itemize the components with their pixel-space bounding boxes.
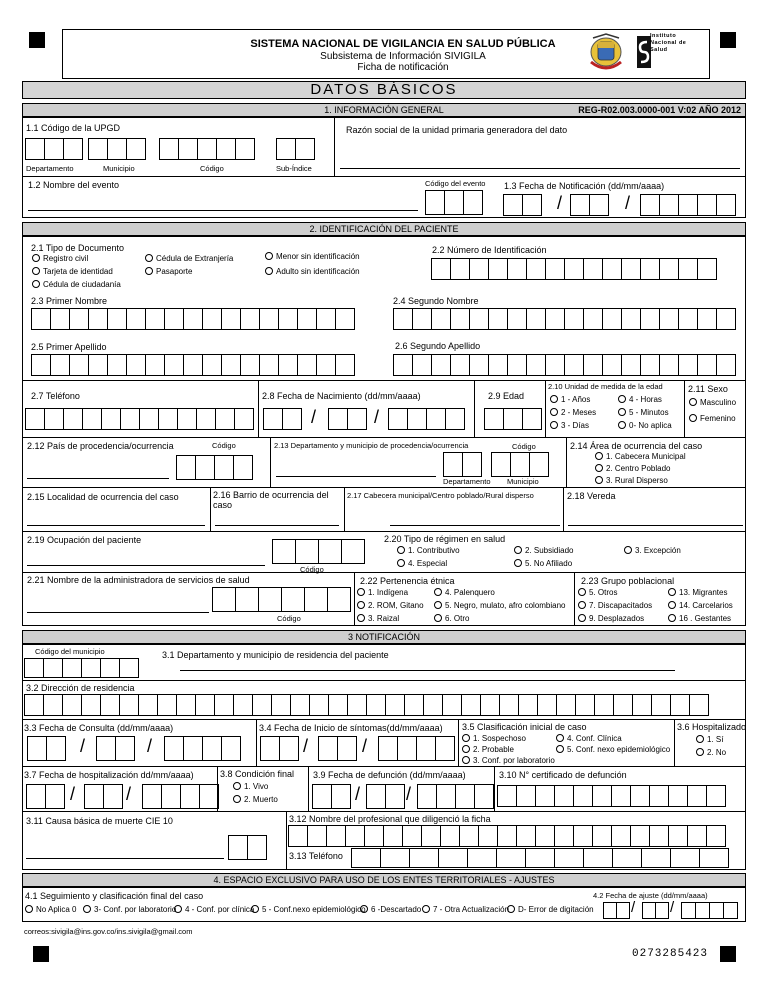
divider xyxy=(22,572,746,573)
doc-pasaporte[interactable] xyxy=(145,267,192,276)
razon-social-label: Razón social de la unidad primaria generadora del dato xyxy=(346,125,568,135)
hosp-si[interactable] xyxy=(696,735,723,744)
segundo-nombre-cells[interactable] xyxy=(393,308,736,330)
fecha-notificacion-label: 1.3 Fecha de Notificación (dd/mm/aaaa) xyxy=(504,181,665,191)
fecha-nacimiento-label: 2.8 Fecha de Nacimiento (dd/mm/aaaa) xyxy=(262,391,421,401)
divider xyxy=(210,487,211,531)
option-label: 5 - Conf.nexo epidemiológico xyxy=(262,905,366,914)
unidad-anos[interactable] xyxy=(550,395,590,404)
doc-registro-civil[interactable] xyxy=(32,254,88,263)
divider xyxy=(22,680,746,681)
etnica-palenquero[interactable] xyxy=(434,588,495,597)
section-1-bar xyxy=(22,103,746,117)
system-title: SISTEMA NACIONAL DE VIGILANCIA EN SALUD PÚBLICA xyxy=(250,38,556,50)
nac-month-cells[interactable] xyxy=(328,408,367,430)
option-label: 5 - Minutos xyxy=(629,408,669,417)
primer-nombre-label: 2.3 Primer Nombre xyxy=(31,296,108,306)
institute-line: Instituto xyxy=(650,33,677,39)
divider xyxy=(270,437,271,487)
telefono-label: 2.7 Teléfono xyxy=(31,391,80,401)
date-slash: / xyxy=(70,784,76,804)
upgd-subindex-cells[interactable] xyxy=(276,138,315,160)
mun-cells[interactable] xyxy=(491,452,549,477)
option-label: 9. Desplazados xyxy=(589,614,645,623)
certificado-label: 3.10 N° certificado de defunción xyxy=(499,770,627,780)
depto-residencia-label: 3.1 Departamento y municipio de residencia del paciente xyxy=(162,650,389,660)
sexo-masculino[interactable] xyxy=(689,398,736,407)
section-2-frame xyxy=(22,236,746,626)
administradora-label: 2.21 Nombre de la administradora de servicios de salud xyxy=(27,575,250,585)
ajuste-otra-actualizacion[interactable] xyxy=(422,905,509,914)
primer-apellido-label: 2.5 Primer Apellido xyxy=(31,342,107,352)
ajuste-conf-lab[interactable] xyxy=(83,905,176,914)
ocupacion-code-caption: Código xyxy=(300,565,324,574)
administradora-code-caption: Código xyxy=(277,614,301,623)
grupo-discapacitados[interactable] xyxy=(578,601,652,610)
num-id-cells[interactable] xyxy=(431,258,717,280)
option-label: Tarjeta de identidad xyxy=(43,267,113,276)
causa-label: 3.11 Causa básica de muerte CIE 10 xyxy=(26,816,173,826)
option-label: 7 - Otra Actualización xyxy=(433,905,510,914)
doc-cedula-ciudadania[interactable] xyxy=(32,280,121,289)
hosp-day-cells[interactable] xyxy=(26,784,65,809)
cabecera-label: 2.17 Cabecera municipal/Centro poblado/Rural disperso xyxy=(347,491,534,500)
administradora-code-cells[interactable] xyxy=(212,587,351,612)
divider xyxy=(474,380,475,437)
option-label: 3- Conf. por laboratorio xyxy=(94,905,177,914)
def-year-cells[interactable] xyxy=(417,784,494,809)
option-label: D- Error de digitación xyxy=(518,905,594,914)
primer-apellido-cells[interactable] xyxy=(31,354,355,376)
cond-vivo[interactable] xyxy=(233,782,268,791)
section-4-bar: 4. ESPACIO EXCLUSIVO PARA USO DE LOS ENTES TERRITORIALES - AJUSTES xyxy=(22,873,746,887)
ajuste-conf-clinica[interactable] xyxy=(174,905,254,914)
date-slash: / xyxy=(355,784,361,804)
doc-tarjeta-identidad[interactable] xyxy=(32,267,113,276)
etnica-rom[interactable] xyxy=(357,601,424,610)
vereda-label: 2.18 Vereda xyxy=(567,491,616,501)
mun-caption: Municipio xyxy=(507,477,539,486)
ocupacion-code-cells[interactable] xyxy=(272,539,365,564)
edad-cells[interactable] xyxy=(484,408,542,430)
option-label: 3. Excepción xyxy=(635,546,681,555)
cod-mun-caption: Código del municipio xyxy=(35,647,105,656)
option-label: 4 - Horas xyxy=(629,395,662,404)
grupo-label: 2.23 Grupo poblacional xyxy=(581,576,675,586)
inicio-year-cells[interactable] xyxy=(378,736,455,761)
ajuste-descartado[interactable] xyxy=(360,905,421,914)
primer-nombre-cells[interactable] xyxy=(31,308,355,330)
hosp-year-cells[interactable] xyxy=(142,784,219,809)
option-label: Menor sin identificación xyxy=(276,252,360,261)
divider xyxy=(684,380,685,437)
date-slash: / xyxy=(147,736,153,756)
ajuste-day-cells[interactable] xyxy=(603,902,630,919)
divider xyxy=(22,811,746,812)
ajuste-month-cells[interactable] xyxy=(642,902,669,919)
condicion-label: 3.8 Condición final xyxy=(220,769,295,779)
date-slash: / xyxy=(670,899,675,916)
notif-month-cells[interactable] xyxy=(570,194,609,216)
date-slash: / xyxy=(80,736,86,756)
institute-line: Salud xyxy=(650,47,668,53)
fecha-consulta-label: 3.3 Fecha de Consulta (dd/mm/aaaa) xyxy=(24,723,174,733)
ajuste-year-cells[interactable] xyxy=(681,902,738,919)
option-label: Femenino xyxy=(700,414,736,423)
area-rural[interactable] xyxy=(595,476,668,485)
depto-residencia-field[interactable] xyxy=(180,670,675,671)
consulta-year-cells[interactable] xyxy=(164,736,241,761)
divider xyxy=(22,487,746,488)
unidad-no-aplica[interactable] xyxy=(618,421,672,430)
form-header xyxy=(62,29,710,79)
barrio-field[interactable] xyxy=(215,525,339,526)
option-label: 13. Migrantes xyxy=(679,588,728,597)
option-label: 3. Conf. por laboratorio xyxy=(473,756,555,765)
registration-mark xyxy=(33,946,49,962)
divider xyxy=(22,719,746,720)
option-label: 4 - Conf. por clínica xyxy=(185,905,255,914)
regimen-subsidiado[interactable] xyxy=(514,546,573,555)
ocupacion-label: 2.19 Ocupación del paciente xyxy=(27,535,142,545)
section-2-bar: 2. IDENTIFICACIÓN DEL PACIENTE xyxy=(22,222,746,236)
regimen-contributivo[interactable] xyxy=(397,546,460,555)
area-cabecera[interactable] xyxy=(595,452,686,461)
divider xyxy=(22,437,746,438)
hosp-month-cells[interactable] xyxy=(84,784,123,809)
date-slash: / xyxy=(362,736,368,756)
etnica-raizal[interactable] xyxy=(357,614,399,623)
profesional-cells[interactable] xyxy=(288,825,726,847)
divider xyxy=(22,766,746,767)
sexo-label: 2.11 Sexo xyxy=(688,384,728,394)
option-label: Masculino xyxy=(700,398,737,407)
divider xyxy=(22,380,746,381)
divider xyxy=(22,531,746,532)
option-label: 6. Otro xyxy=(445,614,470,623)
depto-mun-field[interactable] xyxy=(276,476,436,477)
option-label: 2. Subsidiado xyxy=(525,546,574,555)
registration-mark xyxy=(29,32,45,48)
option-label: 7. Discapacitados xyxy=(589,601,653,610)
segundo-apellido-label: 2.6 Segundo Apellido xyxy=(395,341,481,351)
institute-name xyxy=(650,33,710,54)
segundo-nombre-label: 2.4 Segundo Nombre xyxy=(393,296,479,306)
code-caption: Código xyxy=(200,164,224,173)
divider xyxy=(458,719,459,766)
grupo-desplazados[interactable] xyxy=(578,614,644,623)
direccion-cells[interactable] xyxy=(24,694,709,716)
option-label: Registro civil xyxy=(43,254,89,263)
registration-mark xyxy=(720,32,736,48)
fecha-hosp-label: 3.7 Fecha de hospitalización dd/mm/aaaa) xyxy=(24,770,194,780)
inicio-month-cells[interactable] xyxy=(318,736,357,761)
unidad-meses[interactable] xyxy=(550,408,596,417)
date-slash: / xyxy=(625,193,631,213)
ajuste-conf-nexo[interactable] xyxy=(251,905,366,914)
doc-adulto[interactable] xyxy=(265,267,360,276)
etnica-label: 2.22 Pertenencia étnica xyxy=(360,576,455,586)
pais-label: 2.12 País de procedencia/ocurrencia xyxy=(27,441,174,451)
clasif-probable[interactable] xyxy=(462,745,514,754)
unidad-minutos[interactable] xyxy=(618,408,669,417)
upgd-dept-cells[interactable] xyxy=(25,138,83,160)
upgd-mun-cells[interactable] xyxy=(88,138,146,160)
option-label: 1. Cabecera Municipal xyxy=(606,452,686,461)
etnica-negro[interactable] xyxy=(434,601,566,610)
option-label: 5. Negro, mulato, afro colombiano xyxy=(445,601,566,610)
pais-code-caption: Código xyxy=(212,441,236,450)
grupo-migrantes[interactable] xyxy=(668,588,727,597)
option-label: 16 . Gestantes xyxy=(679,614,732,623)
section-3-bar: 3 NOTIFICACIÓN xyxy=(22,630,746,644)
consulta-month-cells[interactable] xyxy=(96,736,135,761)
depto-cells[interactable] xyxy=(443,452,482,477)
dept-caption: Departamento xyxy=(26,164,74,173)
segundo-apellido-cells[interactable] xyxy=(393,354,736,376)
profesional-label: 3.12 Nombre del profesional que diligenció la ficha xyxy=(289,814,491,824)
cond-muerto[interactable] xyxy=(233,795,278,804)
def-day-cells[interactable] xyxy=(312,784,351,809)
divider xyxy=(566,437,567,487)
notif-year-cells[interactable] xyxy=(640,194,736,216)
nac-year-cells[interactable] xyxy=(388,408,465,430)
banner-datos-basicos: DATOS BÁSICOS xyxy=(22,81,746,99)
divider xyxy=(286,811,287,870)
telefono-profesional-label: 3.13 Teléfono xyxy=(289,851,343,861)
option-label: No Aplica 0 xyxy=(36,905,77,914)
hosp-no[interactable] xyxy=(696,748,726,757)
option-label: 2 - Meses xyxy=(561,408,597,417)
option-label: 4. Conf. Clínica xyxy=(567,734,622,743)
regimen-excepcion[interactable] xyxy=(624,546,681,555)
area-centro-poblado[interactable] xyxy=(595,464,671,473)
option-label: Pasaporte xyxy=(156,267,193,276)
notif-day-cells[interactable] xyxy=(503,194,542,216)
option-label: 1 - Años xyxy=(561,395,591,404)
divider xyxy=(545,380,546,437)
upgd-label: 1.1 Código de la UPGD xyxy=(26,123,121,133)
pais-field[interactable] xyxy=(27,478,169,479)
seguimiento-label: 4.1 Seguimiento y clasificación final del caso xyxy=(25,891,204,901)
grupo-gestantes[interactable] xyxy=(668,614,731,623)
ajuste-error-digitacion[interactable] xyxy=(507,905,594,914)
etnica-otro[interactable] xyxy=(434,614,469,623)
divider xyxy=(563,487,564,531)
institute-line: Nacional de xyxy=(650,40,687,46)
option-label: Cédula de Extranjería xyxy=(156,254,234,263)
consulta-day-cells[interactable] xyxy=(27,736,66,761)
date-slash: / xyxy=(557,193,563,213)
reg-code: REG-R02.003.0000-001 V:02 AÑO 2012 xyxy=(578,105,741,115)
option-label: 0- No aplica xyxy=(629,421,672,430)
clasif-conf-nexo[interactable] xyxy=(556,745,670,754)
option-label: 1. Sospechoso xyxy=(473,734,526,743)
option-label: 6 -Descartado xyxy=(371,905,422,914)
vereda-field[interactable] xyxy=(568,525,743,526)
divider xyxy=(334,117,335,176)
def-month-cells[interactable] xyxy=(366,784,405,809)
grupo-carcelarios[interactable] xyxy=(668,601,733,610)
res-mun-cells[interactable] xyxy=(24,658,139,678)
razon-social-field[interactable] xyxy=(340,168,740,169)
option-label: 1. Indígena xyxy=(368,588,409,597)
option-label: 14. Carcelarios xyxy=(679,601,733,610)
upgd-code-cells[interactable] xyxy=(159,138,255,160)
form-name: Ficha de notificación xyxy=(357,62,449,73)
fecha-ajuste-label: 4.2 Fecha de ajuste (dd/mm/aaaa) xyxy=(593,891,708,900)
causa-field[interactable] xyxy=(26,858,224,859)
date-slash: / xyxy=(631,899,636,916)
localidad-field[interactable] xyxy=(27,525,205,526)
doc-cedula-extranjeria[interactable] xyxy=(145,254,233,263)
date-slash: / xyxy=(374,407,380,427)
registration-mark xyxy=(720,946,736,962)
direccion-label: 3.2 Dirección de residencia xyxy=(26,683,135,693)
telefono-cells[interactable] xyxy=(25,408,254,430)
grupo-otros[interactable] xyxy=(578,588,617,597)
option-label: 2. Muerto xyxy=(244,795,278,804)
inicio-sintomas-label: 3.4 Fecha de Inicio de síntomas(dd/mm/aaaa) xyxy=(259,723,443,733)
clasificacion-label: 3.5 Clasificación inicial de caso xyxy=(462,722,587,732)
evento-code-cells[interactable] xyxy=(425,190,483,215)
evento-field[interactable] xyxy=(28,210,418,211)
tipo-doc-label: 2.1 Tipo de Documento xyxy=(31,243,125,253)
section-1-title: 1. INFORMACIÓN GENERAL xyxy=(324,105,444,115)
divider xyxy=(258,380,259,437)
barrio-label: 2.16 Barrio de ocurrencia del caso xyxy=(213,490,329,510)
divider xyxy=(674,719,675,766)
ocupacion-field[interactable] xyxy=(27,565,265,566)
regimen-label: 2.20 Tipo de régimen en salud xyxy=(384,534,506,544)
date-slash: / xyxy=(311,407,317,427)
unidad-horas[interactable] xyxy=(618,395,662,404)
ajuste-no-aplica[interactable] xyxy=(25,905,76,914)
unidad-dias[interactable] xyxy=(550,421,589,430)
sexo-femenino[interactable] xyxy=(689,414,736,423)
regimen-no-afiliado[interactable] xyxy=(514,559,572,568)
option-label: Cédula de ciudadanía xyxy=(43,280,121,289)
option-label: 2. Probable xyxy=(473,745,514,754)
option-label: Adulto sin identificación xyxy=(276,267,360,276)
divider xyxy=(308,766,309,811)
date-slash: / xyxy=(126,784,132,804)
option-label: 1. Contributivo xyxy=(408,546,460,555)
regimen-especial[interactable] xyxy=(397,559,447,568)
depto-mun-label: 2.13 Departamento y municipio de procedencia/ocurrencia xyxy=(274,441,469,450)
divider xyxy=(22,176,746,177)
hospitalizado-label: 3.6 Hospitalizado xyxy=(677,722,747,732)
certificado-cells[interactable] xyxy=(497,785,726,807)
subindex-caption: Sub-Índice xyxy=(276,164,312,173)
edad-label: 2.9 Edad xyxy=(488,391,525,401)
divider xyxy=(494,766,495,811)
mun-caption: Municipio xyxy=(103,164,135,173)
dept-caption: Departamento xyxy=(443,477,491,486)
option-label: 5. No Afiliado xyxy=(525,559,573,568)
footer-emails: correos:sivigila@ins.gov.co/ins.sivigila@gmail.com xyxy=(24,927,193,936)
date-slash: / xyxy=(303,736,309,756)
pais-code-cells[interactable] xyxy=(176,455,253,480)
unidad-label: 2.10 Unidad de medida de la edad xyxy=(548,382,663,391)
option-label: 4. Especial xyxy=(408,559,448,568)
localidad-label: 2.15 Localidad de ocurrencia del caso xyxy=(27,492,179,502)
option-label: 2. No xyxy=(707,748,727,757)
clasif-conf-clinica[interactable] xyxy=(556,734,622,743)
cod-evento-caption: Código del evento xyxy=(425,179,486,188)
ins-logo-icon xyxy=(637,36,651,68)
etnica-indigena[interactable] xyxy=(357,588,408,597)
option-label: 5. Otros xyxy=(589,588,618,597)
nac-day-cells[interactable] xyxy=(263,408,302,430)
divider xyxy=(354,572,355,626)
divider xyxy=(574,572,575,626)
date-slash: / xyxy=(406,784,412,804)
administradora-field[interactable] xyxy=(27,612,209,613)
doc-menor[interactable] xyxy=(265,252,360,261)
form-serial-number: 0273285423 xyxy=(632,948,709,960)
option-label: 1. Sí xyxy=(707,735,724,744)
inicio-day-cells[interactable] xyxy=(260,736,299,761)
divider xyxy=(344,487,345,531)
telefono-profesional-cells[interactable] xyxy=(351,848,729,868)
option-label: 1. Vivo xyxy=(244,782,269,791)
defuncion-label: 3.9 Fecha de defunción (dd/mm/aaaa) xyxy=(313,770,466,780)
clasif-sospechoso[interactable] xyxy=(462,734,526,743)
option-label: 5. Conf. nexo epidemiológico xyxy=(567,745,671,754)
area-label: 2.14 Área de ocurrencia del caso xyxy=(570,441,703,451)
num-id-label: 2.2 Número de Identificación xyxy=(432,245,547,255)
coat-of-arms-icon xyxy=(583,32,629,76)
evento-label: 1.2 Nombre del evento xyxy=(28,180,120,190)
clasif-conf-lab[interactable] xyxy=(462,756,555,765)
depto-mun-code-caption: Código xyxy=(512,442,536,451)
system-subtitle: Subsistema de Información SIVIGILA xyxy=(320,51,486,62)
option-label: 2. Centro Poblado xyxy=(606,464,671,473)
cie10-cells[interactable] xyxy=(228,835,267,860)
option-label: 3. Rural Disperso xyxy=(606,476,668,485)
divider xyxy=(256,719,257,766)
cabecera-field[interactable] xyxy=(390,525,560,526)
option-label: 2. ROM, Gitano xyxy=(368,601,424,610)
option-label: 4. Palenquero xyxy=(445,588,495,597)
option-label: 3. Raizal xyxy=(368,614,400,623)
option-label: 3 - Días xyxy=(561,421,590,430)
